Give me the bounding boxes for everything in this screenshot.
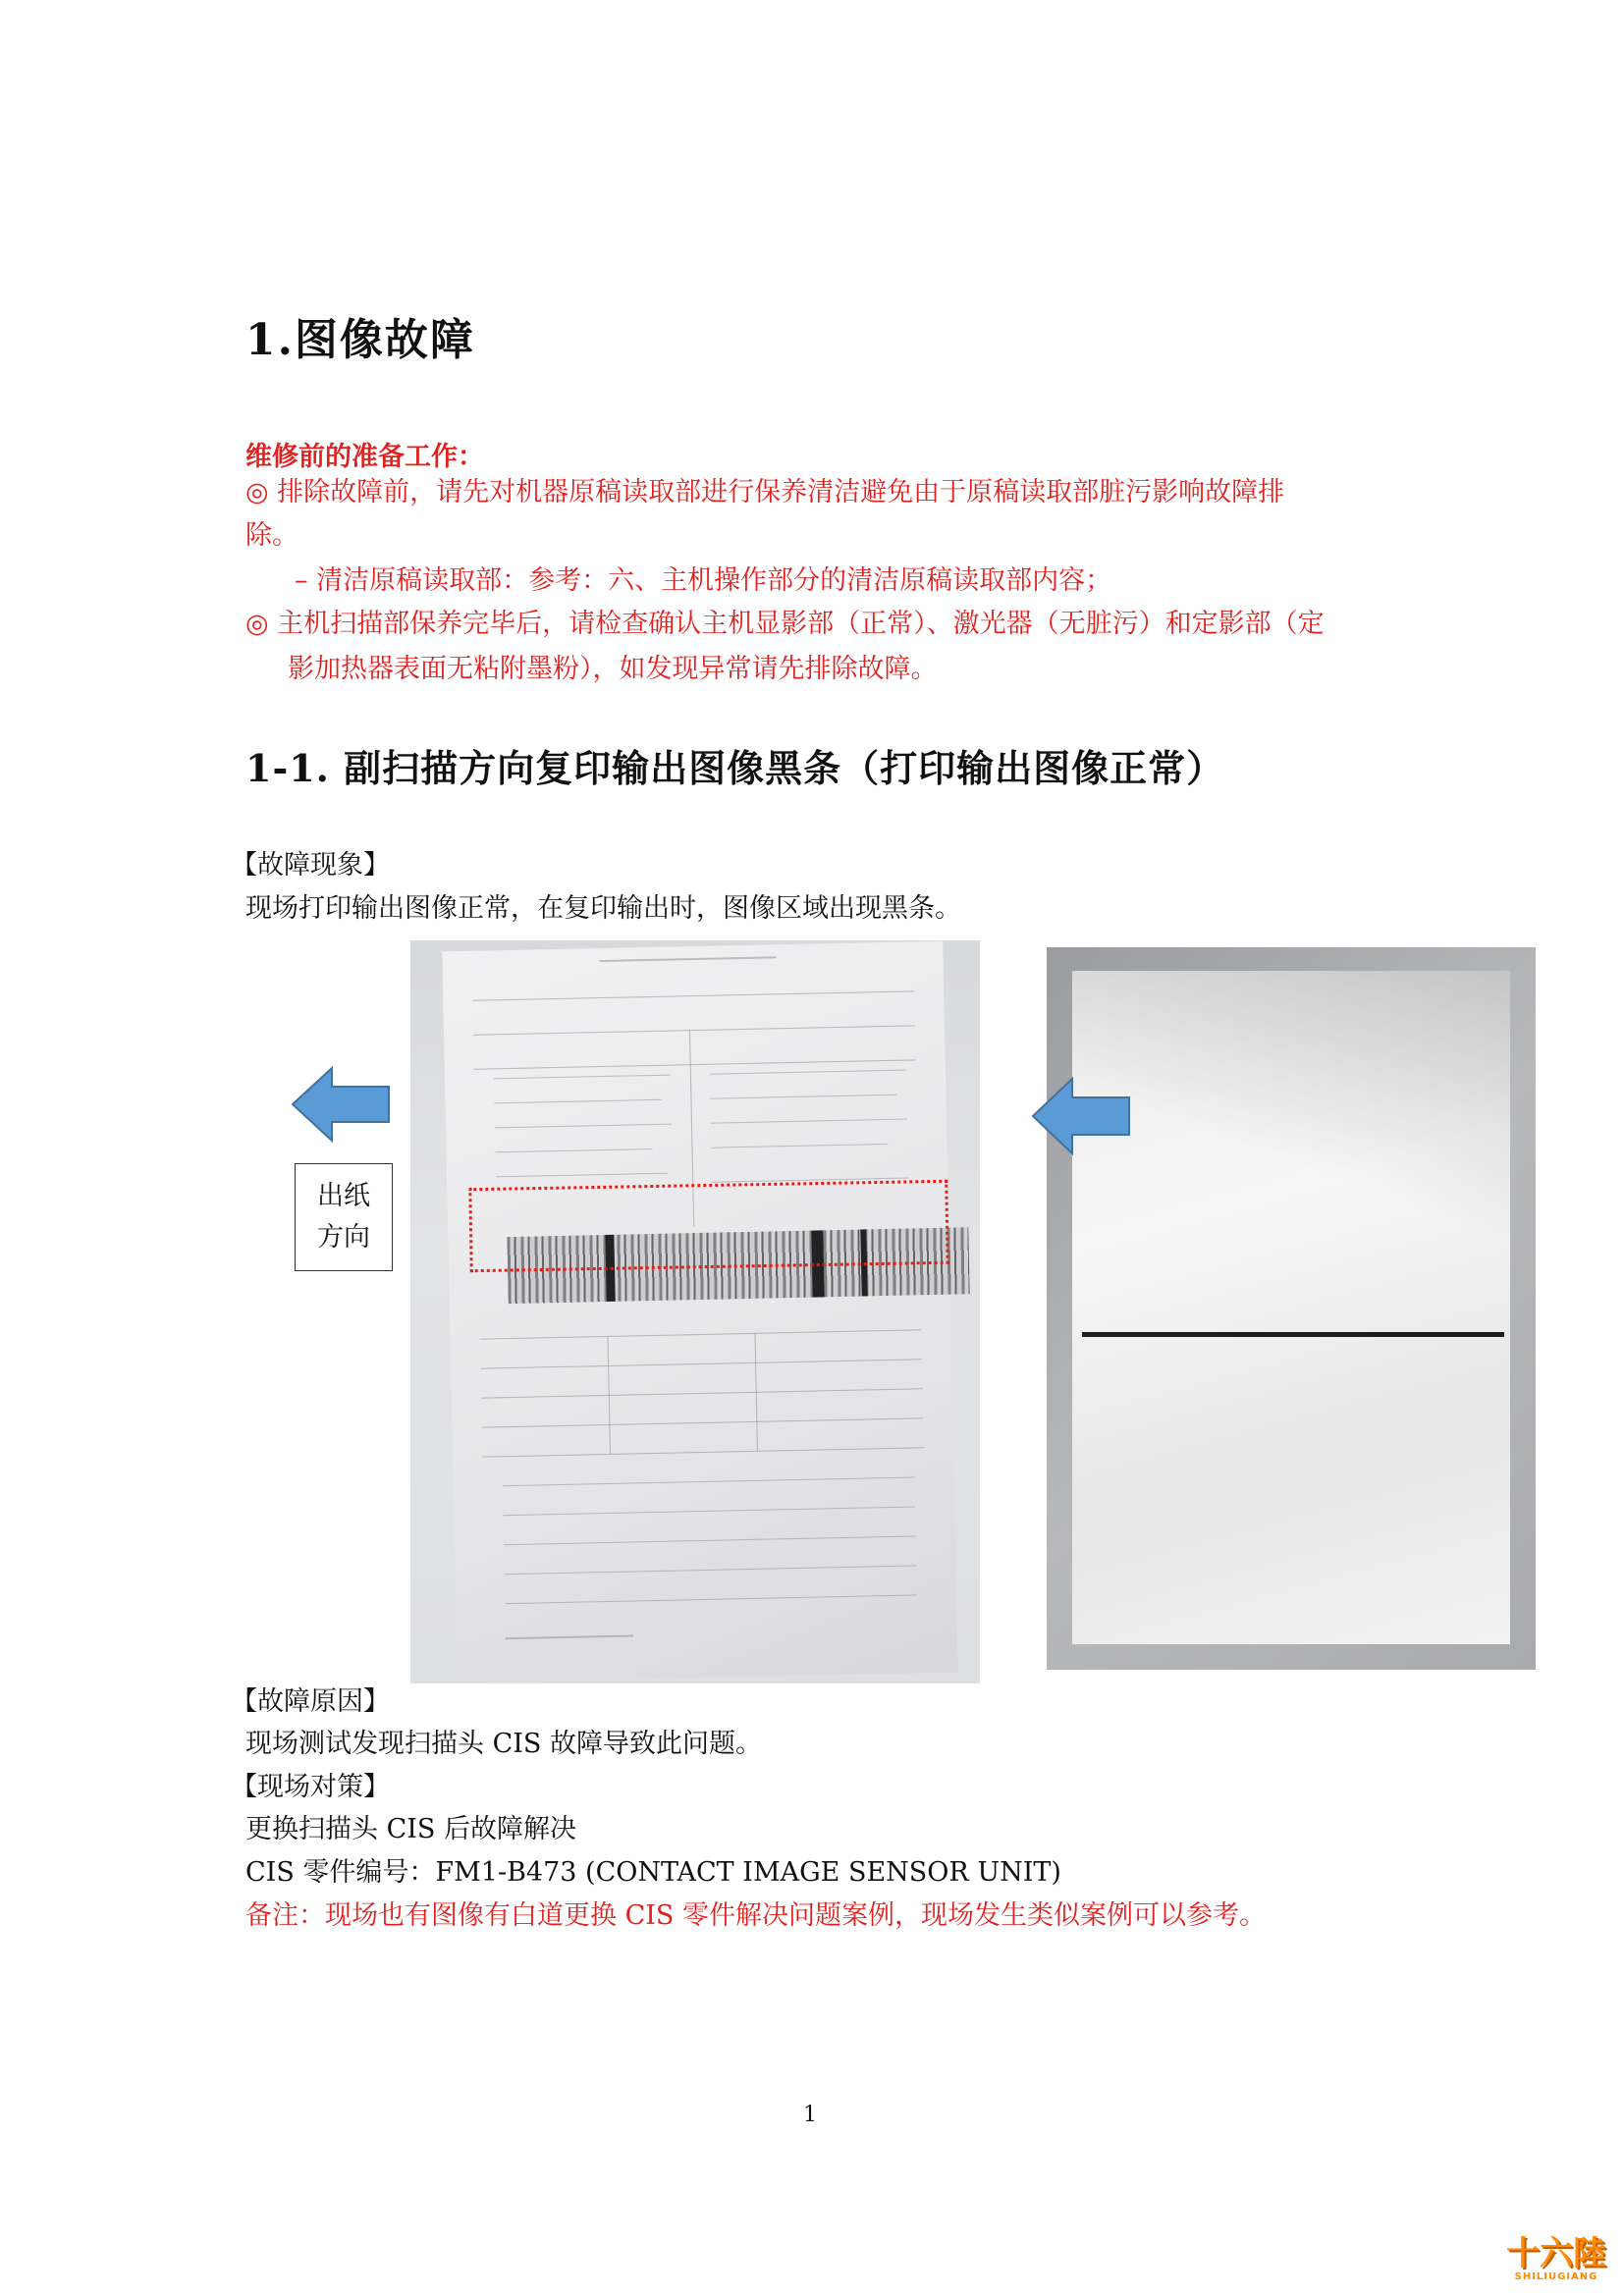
out-box-line-2: 方向 <box>317 1222 370 1253</box>
copy-sheet <box>442 941 957 1683</box>
cause-text: 现场测试发现扫描头 CIS 故障导致此问题。 <box>245 1729 762 1759</box>
brand-logo <box>1502 2236 1610 2287</box>
prep-line-3: ◎ 主机扫描部保养完毕后，请检查确认主机显影部（正常）、激光器（无脏污）和定影部（定 <box>245 609 1325 639</box>
left-arrow-icon-2 <box>1031 1076 1133 1156</box>
left-arrow-icon <box>291 1065 393 1144</box>
defect-highlight-box <box>468 1180 948 1273</box>
symptom-label: 【故障现象】 <box>231 850 390 881</box>
section-heading: 1.图像故障 <box>245 315 475 365</box>
blank-copy-photo <box>1047 947 1536 1670</box>
note-text: 备注：现场也有图像有白道更换 CIS 零件解决问题案例，现场发生类似案例可以参考。 <box>245 1900 1266 1931</box>
symptom-text: 现场打印输出图像正常，在复印输出时，图像区域出现黑条。 <box>245 893 961 924</box>
fix-label: 【现场对策】 <box>231 1772 390 1802</box>
prep-title: 维修前的准备工作： <box>245 442 484 472</box>
black-line-artifact <box>1082 1332 1504 1337</box>
prep-line-1: ◎ 排除故障前，请先对机器原稿读取部进行保养清洁避免由于原稿读取部脏污影响故障排 <box>245 477 1285 507</box>
prep-line-1b: 除。 <box>245 520 298 551</box>
subsection-title: 1-1. 副扫描方向复印输出图像黑条（打印输出图像正常） <box>245 746 1225 790</box>
paper-exit-direction-box <box>295 1163 393 1271</box>
prep-line-2: – 清洁原稿读取部：参考：六、主机操作部分的清洁原稿读取部内容； <box>295 565 1112 596</box>
out-box-line-1: 出纸 <box>317 1181 370 1211</box>
logo-main-text: 十六陸 <box>1506 2234 1606 2273</box>
logo-sub-text: SHILIUGIANG <box>1514 2271 1598 2282</box>
part-number-text: CIS 零件编号：FM1-B473 (CONTACT IMAGE SENSOR UNIT) <box>245 1857 1061 1888</box>
page-number: 1 <box>803 2103 817 2127</box>
copy-sample-photo <box>410 940 980 1683</box>
fix-text: 更换扫描头 CIS 后故障解决 <box>245 1814 576 1844</box>
prep-line-3b: 影加热器表面无粘附墨粉），如发现异常请先排除故障。 <box>288 654 938 684</box>
cause-label: 【故障原因】 <box>231 1686 390 1717</box>
